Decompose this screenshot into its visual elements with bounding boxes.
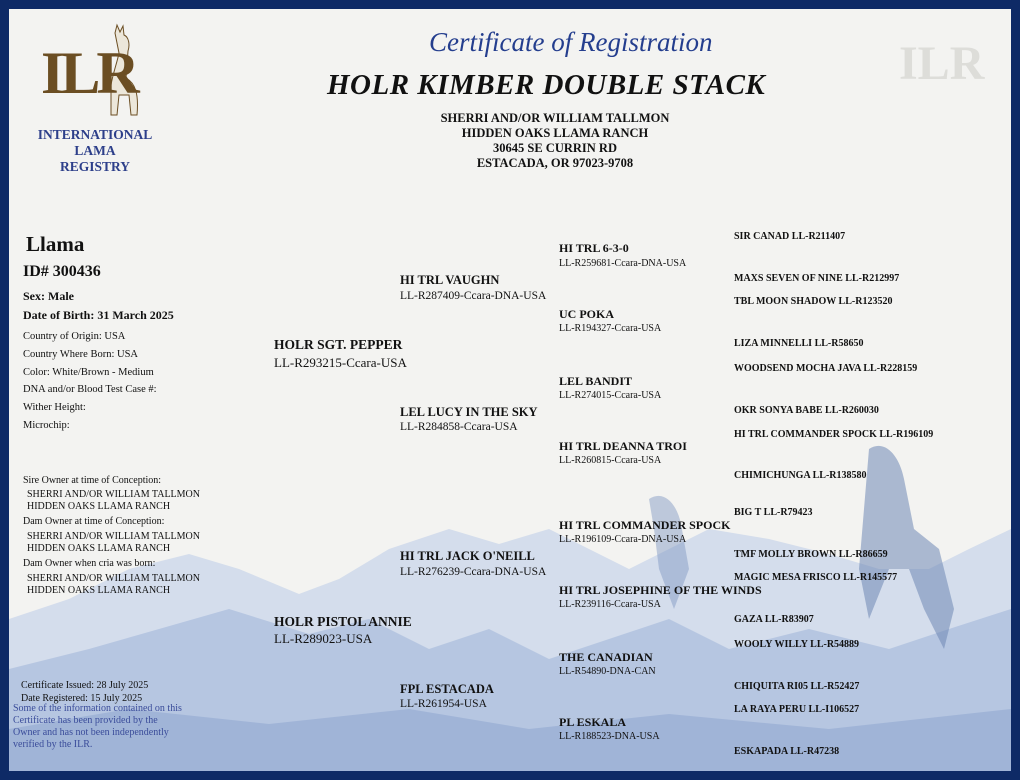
gen3-7-reg: LL-R54890-DNA-CAN: [559, 666, 656, 677]
dam-owner-label: Dam Owner at time of Conception:: [23, 516, 165, 527]
gen3-8-reg: LL-R188523-DNA-USA: [559, 731, 660, 742]
gen4-4: LIZA MINNELLI LL-R58650: [734, 338, 864, 349]
animal-name: HOLR KIMBER DOUBLE STACK: [327, 69, 766, 101]
certificate-title: Certificate of Registration: [429, 27, 713, 57]
gen3-3-name: LEL BANDIT: [559, 374, 633, 388]
gen4-11: MAGIC MESA FRISCO LL-R145577: [734, 572, 898, 583]
grandsire-maternal-reg: LL-R276239-Ccara-DNA-USA: [400, 566, 547, 578]
gen4-13: WOOLY WILLY LL-R54889: [734, 639, 860, 650]
granddam-maternal-name: FPL ESTACADA: [400, 682, 494, 696]
gen4-14: CHIQUITA RI05 LL-R52427: [734, 681, 860, 692]
gen4-2: MAXS SEVEN OF NINE LL-R212997: [734, 273, 900, 284]
disclaimer: Some of the information contained on this Certificate has been provided by the Owner and has not been independently verified by the ILR.: [13, 703, 182, 750]
birth-owner-line2: HIDDEN OAKS LLAMA RANCH: [27, 585, 171, 596]
sire-owner-label: Sire Owner at time of Conception:: [23, 475, 162, 486]
country-born: Country Where Born: USA: [23, 349, 139, 360]
birth-owner-label: Dam Owner when cria was born:: [23, 558, 156, 569]
owner-street: 30645 SE CURRIN RD: [493, 141, 617, 155]
gen3-4-reg: LL-R260815-Ccara-USA: [559, 455, 662, 466]
logo-line2: LAMA: [74, 143, 116, 158]
gen4-12: GAZA LL-R83907: [734, 614, 814, 625]
gen3-2-name: UC POKA: [559, 307, 614, 321]
sire-owner-line2: HIDDEN OAKS LLAMA RANCH: [27, 501, 171, 512]
gen4-5: WOODSEND MOCHA JAVA LL-R228159: [734, 363, 918, 374]
animal-id: ID# 300436: [23, 263, 101, 280]
ilr-logo: [37, 19, 177, 174]
granddam-maternal-reg: LL-R261954-USA: [400, 698, 487, 710]
gen4-1: SIR CANAD LL-R211407: [734, 231, 846, 242]
date-of-birth: Date of Birth: 31 March 2025: [23, 308, 174, 322]
gen4-9: BIG T LL-R79423: [734, 507, 813, 518]
svg-text:ILR: ILR: [899, 37, 985, 90]
microchip: Microchip:: [23, 420, 70, 431]
sex: Sex: Male: [23, 289, 74, 303]
gen3-8-name: PL ESKALA: [559, 715, 627, 729]
species: Llama: [26, 232, 85, 256]
certificate: [9, 9, 1011, 771]
gen3-7-name: THE CANADIAN: [559, 650, 653, 664]
gen3-6-name: HI TRL JOSEPHINE OF THE WINDS: [559, 583, 762, 597]
dam-reg: LL-R289023-USA: [274, 631, 373, 646]
wither-height: Wither Height:: [23, 402, 86, 413]
logo-line3: REGISTRY: [59, 159, 131, 174]
logo-letters: ILR: [41, 40, 136, 106]
gen4-3: TBL MOON SHADOW LL-R123520: [734, 296, 893, 307]
sire-name: HOLR SGT. PEPPER: [274, 337, 403, 352]
dam-owner-line2: HIDDEN OAKS LLAMA RANCH: [27, 543, 171, 554]
color: Color: White/Brown - Medium: [23, 367, 154, 378]
owner-city: ESTACADA, OR 97023-9708: [476, 156, 634, 170]
date-registered: Date Registered: 15 July 2025: [21, 693, 143, 704]
dam-name: HOLR PISTOL ANNIE: [274, 614, 412, 629]
gen4-10: TMF MOLLY BROWN LL-R86659: [734, 549, 888, 560]
gen4-8: CHIMICHUNGA LL-R138580: [734, 470, 867, 481]
gen4-7: HI TRL COMMANDER SPOCK LL-R196109: [734, 429, 934, 440]
gen4-15: LA RAYA PERU LL-I106527: [734, 704, 860, 715]
sire-owner-line1: SHERRI AND/OR WILLIAM TALLMON: [27, 489, 200, 500]
grandsire-paternal-reg: LL-R287409-Ccara-DNA-USA: [400, 290, 547, 302]
granddam-paternal-name: LEL LUCY IN THE SKY: [400, 405, 538, 419]
gen4-6: OKR SONYA BABE LL-R260030: [734, 405, 879, 416]
grandsire-paternal-name: HI TRL VAUGHN: [400, 273, 500, 287]
gen3-2-reg: LL-R194327-Ccara-USA: [559, 323, 662, 334]
gen3-5-name: HI TRL COMMANDER SPOCK: [559, 518, 731, 532]
gen3-1-name: HI TRL 6-3-0: [559, 241, 629, 255]
certificate-issued: Certificate Issued: 28 July 2025: [21, 680, 149, 691]
gen3-6-reg: LL-R239116-Ccara-USA: [559, 599, 661, 610]
granddam-paternal-reg: LL-R284858-Ccara-USA: [400, 421, 518, 433]
country-of-origin: Country of Origin: USA: [23, 331, 126, 342]
dam-owner-line1: SHERRI AND/OR WILLIAM TALLMON: [27, 531, 200, 542]
gen3-4-name: HI TRL DEANNA TROI: [559, 439, 687, 453]
owner-ranch: HIDDEN OAKS LLAMA RANCH: [461, 126, 649, 140]
owner-name: SHERRI AND/OR WILLIAM TALLMON: [440, 111, 670, 125]
sire-reg: LL-R293215-Ccara-USA: [274, 355, 407, 370]
gen3-3-reg: LL-R274015-Ccara-USA: [559, 390, 662, 401]
birth-owner-line1: SHERRI AND/OR WILLIAM TALLMON: [27, 573, 200, 584]
grandsire-maternal-name: HI TRL JACK O'NEILL: [400, 549, 535, 563]
dna-case: DNA and/or Blood Test Case #:: [23, 384, 157, 395]
gen3-1-reg: LL-R259681-Ccara-DNA-USA: [559, 258, 687, 269]
gen4-16: ESKAPADA LL-R47238: [734, 746, 840, 757]
logo-line1: INTERNATIONAL: [37, 127, 153, 142]
gen3-5-reg: LL-R196109-Ccara-DNA-USA: [559, 534, 687, 545]
